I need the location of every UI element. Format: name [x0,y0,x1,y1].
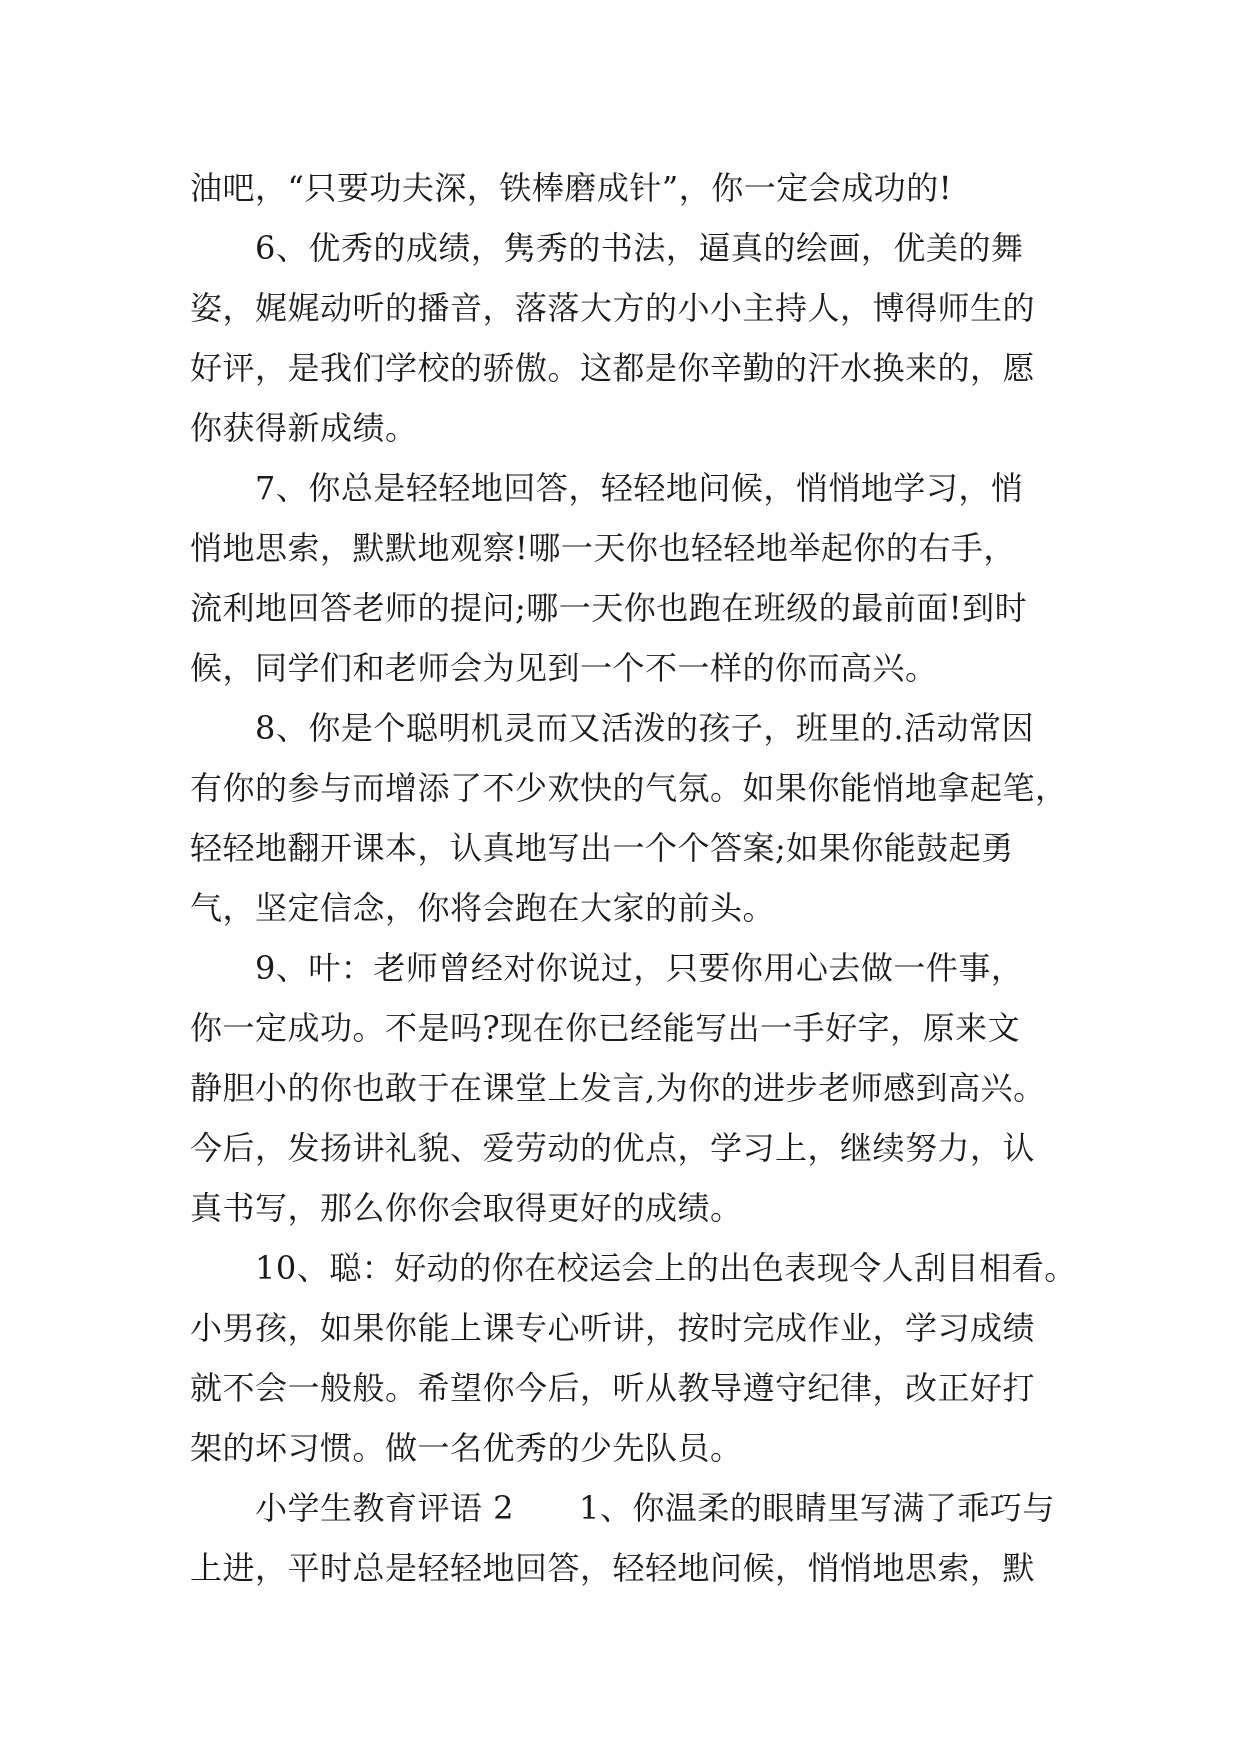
document-body [190,158,1077,1598]
text-line: 10、聪：好动的你在校运会上的出色表现令人刮目相看。 [255,1249,1077,1287]
text-line: 真书写，那么你你会取得更好的成绩。 [190,1189,743,1227]
text-line: 轻轻地翻开课本，认真地写出一个个答案;如果你能鼓起勇 [190,829,1014,867]
text-line: 6、优秀的成绩，隽秀的书法，逼真的绘画，优美的舞 [255,229,1024,267]
text-line: 悄地思索，默默地观察!哪一天你也轻轻地举起你的右手， [190,529,1016,567]
text-line: 今后，发扬讲礼貌、爱劳动的优点，学习上，继续努力，认 [190,1129,1036,1167]
text-line: 姿，娓娓动听的播音，落落大方的小小主持人，博得师生的 [190,289,1036,327]
text-line: 上进，平时总是轻轻地回答，轻轻地问候，悄悄地思索，默 [190,1549,1036,1587]
text-line: 流利地回答老师的提问;哪一天你也跑在班级的最前面!到时 [190,589,1028,627]
text-line: 好评，是我们学校的骄傲。这都是你辛勤的汗水换来的，愿 [190,349,1036,387]
text-line: 气，坚定信念，你将会跑在大家的前头。 [190,889,776,927]
text-line: 8、你是个聪明机灵而又活泼的孩子，班里的.活动常因 [255,709,1035,747]
text-line: 架的坏习惯。做一名优秀的少先队员。 [190,1429,743,1467]
text-line: 小学生教育评语 2 1、你温柔的眼睛里写满了乖巧与 [255,1489,1055,1527]
text-line: 7、你总是轻轻地回答，轻轻地问候，悄悄地学习，悄 [255,469,1024,507]
text-line: 你获得新成绩。 [190,409,418,447]
text-line: 9、叶：老师曾经对你说过，只要你用心去做一件事， [255,949,1024,987]
text-line: 你一定成功。不是吗?现在你已经能写出一手好字，原来文 [190,1009,1021,1047]
text-line: 小男孩，如果你能上课专心听讲，按时完成作业，学习成绩 [190,1309,1036,1347]
text-line: 候，同学们和老师会为见到一个不一样的你而高兴。 [190,649,938,687]
text-line: 油吧，“只要功夫深，铁棒磨成针”，你一定会成功的! [190,169,953,207]
text-line: 有你的参与而增添了不少欢快的气氛。如果你能悄地拿起笔， [190,769,1068,807]
text-line: 静胆小的你也敢于在课堂上发言,为你的进步老师感到高兴。 [190,1069,1046,1107]
text-line: 就不会一般般。希望你今后，听从教导遵守纪律，改正好打 [190,1369,1036,1407]
